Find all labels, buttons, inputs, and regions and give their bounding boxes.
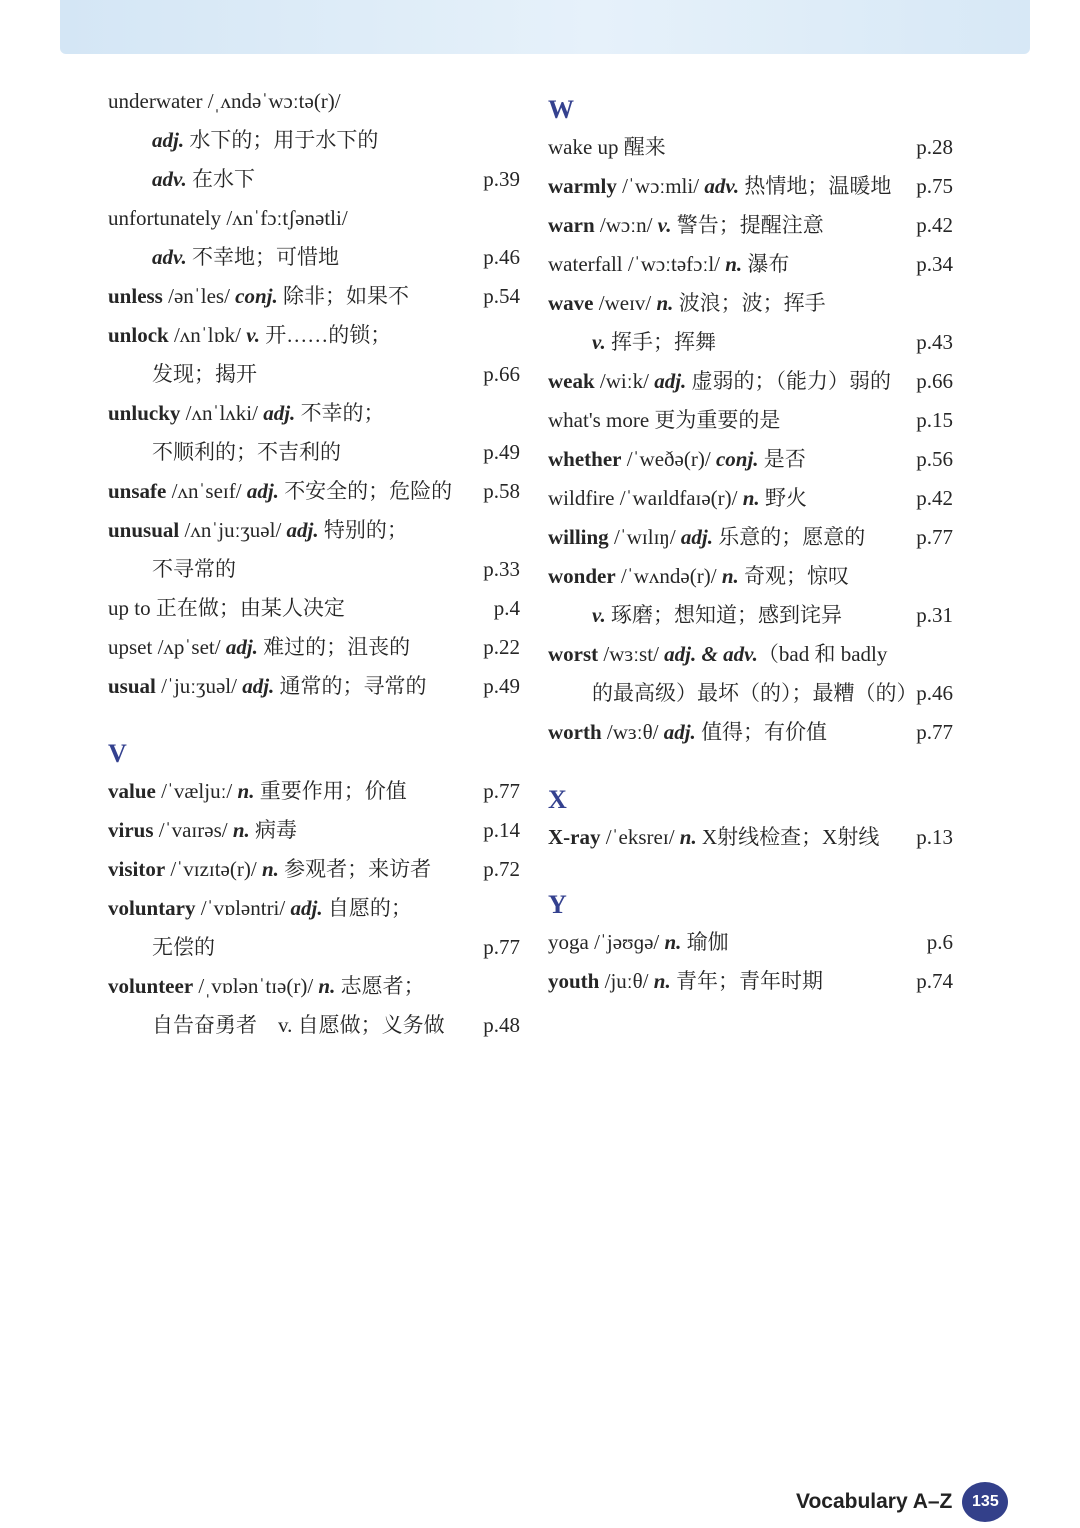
chinese-definition: 波浪；波；挥手 [673,291,826,315]
page-reference: p.56 [916,447,953,471]
headword: warn [548,213,595,237]
vocabulary-entry [108,394,520,433]
part-of-speech: v. [592,330,606,354]
page-reference: p.15 [916,408,953,432]
chinese-definition: 不寻常的 [152,557,236,581]
page-reference: p.22 [483,635,520,659]
pronunciation: /wiːk/ [594,369,655,393]
chinese-definition: 自告奋勇者 v. 自愿做；义务做 [152,1013,445,1037]
headword: whether [548,447,622,471]
entry-continuation-line [108,355,520,394]
pronunciation: wake up 醒来 [548,135,666,159]
page-reference: p.43 [916,330,953,354]
section-letter-heading: X [548,785,567,814]
pronunciation: yoga /ˈjəʊɡə/ [548,930,665,954]
pronunciation: waterfall /ˈwɔːtəfɔːl/ [548,252,726,276]
pronunciation: /juːθ/ [599,969,654,993]
vocabulary-entry [548,245,953,284]
pronunciation: /weɪv/ [593,291,657,315]
chinese-definition: 不顺利的；不吉利的 [152,440,341,464]
chinese-definition: 参观者；来访者 [278,857,432,881]
part-of-speech: n. [237,779,255,803]
part-of-speech: adj. [246,479,279,503]
part-of-speech: n. [261,857,279,881]
vocabulary-entry [548,479,953,518]
pronunciation: /ʌnˈjuːʒuəl/ [179,518,287,542]
vocabulary-entry [548,206,953,245]
part-of-speech: n. [653,969,671,993]
part-of-speech: adj. [680,525,713,549]
vocabulary-entry [548,923,953,962]
section-letter-heading: W [548,95,574,124]
part-of-speech: adj. [290,896,323,920]
part-of-speech: adj. [242,674,275,698]
footer-title: Vocabulary A–Z [796,1490,953,1513]
pronunciation: /ˈweðə(r)/ [621,447,716,471]
page-reference: p.49 [483,674,520,698]
headword: weak [548,369,595,393]
part-of-speech: adv. [704,174,740,198]
vocabulary-entry [548,818,953,857]
part-of-speech: adj. & adv. [664,642,758,666]
page-reference: p.39 [483,167,520,191]
part-of-speech: adj. [263,401,296,425]
header-band [60,0,1030,54]
chinese-definition: 志愿者； [335,974,425,998]
headword: voluntary [108,896,196,920]
page-reference: p.58 [483,479,520,503]
chinese-definition: （bad 和 badly [757,642,888,666]
part-of-speech: n. [742,486,760,510]
chinese-definition: 不安全的；危险的 [278,479,453,503]
page-reference: p.54 [483,284,520,308]
entry-continuation-line [108,121,520,160]
part-of-speech: adv. [152,245,187,269]
part-of-speech: adj. [286,518,319,542]
pronunciation: /ˈvɒləntri/ [195,896,291,920]
chinese-definition: 病毒 [249,818,298,842]
part-of-speech: conj. [235,284,278,308]
headword: virus [108,818,154,842]
pronunciation: /ˈjuːʒuəl/ [155,674,243,698]
headword: wave [548,291,594,315]
vocabulary-entry [548,440,953,479]
headword: wonder [548,564,616,588]
chinese-definition: 野火 [759,486,807,510]
pronunciation: /ˈvæljuː/ [155,779,238,803]
section-gap [108,706,520,726]
headword: youth [548,969,600,993]
part-of-speech: v. [592,603,606,627]
entry-continuation-line [548,596,953,635]
entry-continuation-line [548,323,953,362]
chinese-definition: 琢磨；想知道；感到诧异 [605,603,843,627]
chinese-definition: 开……的锁； [259,323,392,347]
chinese-definition: 水下的；用于水下的 [184,128,379,152]
chinese-definition: 无偿的 [152,935,215,959]
chinese-definition: 通常的；寻常的 [274,674,427,698]
entry-continuation-line [108,433,520,472]
headword: unsafe [108,479,167,503]
vocabulary-entry [108,667,520,706]
chinese-definition: 虚弱的；（能力）弱的 [686,369,892,393]
section-gap [548,752,953,772]
headword: worth [548,720,602,744]
vocabulary-entry [548,635,953,674]
chinese-definition: 不幸的； [295,401,385,425]
chinese-definition: 在水下 [186,167,256,191]
section-gap [548,857,953,877]
part-of-speech: v. [657,213,672,237]
part-of-speech: n. [656,291,674,315]
pronunciation: upset /ʌpˈset/ [108,635,226,659]
chinese-definition: 警告；提醒注意 [671,213,824,237]
headword: visitor [108,857,166,881]
pronunciation: underwater /ˌʌndəˈwɔːtə(r)/ [108,89,341,113]
headword: unlucky [108,401,181,425]
pronunciation: /ˌvɒlənˈtɪə(r)/ [193,974,319,998]
vocabulary-entry [108,589,520,628]
page-reference: p.75 [916,174,953,198]
chinese-definition: 挥手；挥舞 [605,330,717,354]
pronunciation: /ˈvaɪrəs/ [153,818,233,842]
page-reference: p.46 [483,245,520,269]
headword: value [108,779,156,803]
chinese-definition: 是否 [758,447,806,471]
page-reference: p.77 [916,525,953,549]
entry-continuation-line [108,550,520,589]
pronunciation: /ˈwɪlɪŋ/ [608,525,681,549]
chinese-definition: 青年；青年时期 [670,969,823,993]
pronunciation: /ˈvɪzɪtə(r)/ [165,857,262,881]
entry-continuation-line [548,674,953,713]
page-reference: p.42 [916,213,953,237]
page-reference: p.33 [483,557,520,581]
chinese-definition: 乐意的；愿意的 [713,525,866,549]
page-reference: p.31 [916,603,953,627]
part-of-speech: adj. [152,128,185,152]
headword: usual [108,674,156,698]
vocabulary-entry [548,401,953,440]
part-of-speech: v. [246,323,260,347]
page-reference: p.77 [483,779,520,803]
vocabulary-entry [548,962,953,1001]
pronunciation: wildfire /ˈwaɪldfaɪə(r)/ [548,486,743,510]
part-of-speech: n. [679,825,697,849]
entry-continuation-line [108,928,520,967]
headword: unlock [108,323,169,347]
headword: unusual [108,518,180,542]
chinese-definition: 奇观；惊叹 [738,564,849,588]
page-reference: p.13 [916,825,953,849]
page-reference: p.46 [916,681,953,705]
chinese-definition: 值得；有价值 [695,720,828,744]
page-reference: p.77 [916,720,953,744]
vocabulary-entry [548,128,953,167]
vocabulary-entry [108,850,520,889]
page-reference: p.28 [916,135,953,159]
part-of-speech: adj. [663,720,696,744]
page-reference: p.66 [483,362,520,386]
page-reference: p.6 [926,930,953,954]
headword: warmly [548,174,617,198]
headword: volunteer [108,974,194,998]
chinese-definition: 不幸地；可惜地 [186,245,340,269]
vocabulary-entry [548,362,953,401]
left-column [108,82,520,1045]
entry-continuation-line [108,238,520,277]
pronunciation: /ˈwʌndə(r)/ [615,564,722,588]
pronunciation: up to 正在做；由某人决定 [108,596,345,620]
part-of-speech: n. [664,930,682,954]
vocabulary-entry [108,277,520,316]
page-reference: p.48 [483,1013,520,1037]
pronunciation: /ˈeksreɪ/ [600,825,680,849]
pronunciation: unfortunately /ʌnˈfɔːtʃənətli/ [108,206,348,230]
chinese-definition: 重要作用；价值 [254,779,407,803]
part-of-speech: n. [725,252,743,276]
chinese-definition: 热情地；温暖地 [739,174,892,198]
vocabulary-entry [108,511,520,550]
headword: X-ray [548,825,601,849]
vocabulary-entry [108,889,520,928]
pronunciation: /ənˈles/ [162,284,236,308]
part-of-speech: n. [232,818,250,842]
vocabulary-entry [548,557,953,596]
vocabulary-entry [108,472,520,511]
vocabulary-entry [548,518,953,557]
vocabulary-entry [108,772,520,811]
page-reference: p.49 [483,440,520,464]
headword: unless [108,284,163,308]
part-of-speech: conj. [715,447,759,471]
chinese-definition: 除非；如果不 [277,284,410,308]
chinese-definition: 特别的； [318,518,408,542]
chinese-definition: 的最高级）最坏（的）；最糟（的） [592,681,918,705]
pronunciation: /ˈwɔːmli/ [616,174,705,198]
vocabulary-entry [108,628,520,667]
vocabulary-entry [108,199,520,238]
pronunciation: /wɔːn/ [594,213,658,237]
part-of-speech: adj. [225,635,258,659]
vocabulary-entry [108,811,520,850]
page-reference: p.14 [483,818,520,842]
headword: worst [548,642,599,666]
chinese-definition: 难过的；沮丧的 [257,635,411,659]
page-reference: p.4 [493,596,520,620]
chinese-definition: 瑜伽 [681,930,729,954]
pronunciation: /wɜːθ/ [601,720,664,744]
vocabulary-entry [108,316,520,355]
page-footer [796,1482,1008,1522]
page-reference: p.34 [916,252,953,276]
section-letter-heading: Y [548,890,567,919]
part-of-speech: adj. [654,369,687,393]
part-of-speech: n. [318,974,336,998]
pronunciation: /ʌnˈlʌki/ [180,401,264,425]
section-letter-heading: V [108,739,127,768]
part-of-speech: adv. [152,167,187,191]
page-number-badge: 135 [962,1482,1008,1522]
vocabulary-entry [108,967,520,1006]
entry-continuation-line [108,160,520,199]
pronunciation: what's more 更为重要的是 [548,408,781,432]
chinese-definition: 发现；揭开 [152,362,257,386]
headword: willing [548,525,609,549]
pronunciation: /ʌnˈseɪf/ [166,479,247,503]
page-reference: p.66 [916,369,953,393]
part-of-speech: n. [721,564,739,588]
vocabulary-entry [548,284,953,323]
entry-continuation-line [108,1006,520,1045]
chinese-definition: 自愿的； [322,896,412,920]
vocabulary-entry [108,82,520,121]
pronunciation: /wɜːst/ [598,642,665,666]
page-reference: p.72 [483,857,520,881]
pronunciation: /ʌnˈlɒk/ [168,323,247,347]
page-reference: p.42 [916,486,953,510]
chinese-definition: 瀑布 [742,252,790,276]
right-column [548,82,953,1001]
page-reference: p.77 [483,935,520,959]
vocabulary-entry [548,713,953,752]
page-reference: p.74 [916,969,953,993]
vocabulary-entry [548,167,953,206]
chinese-definition: X射线检查；X射线 [696,825,880,849]
